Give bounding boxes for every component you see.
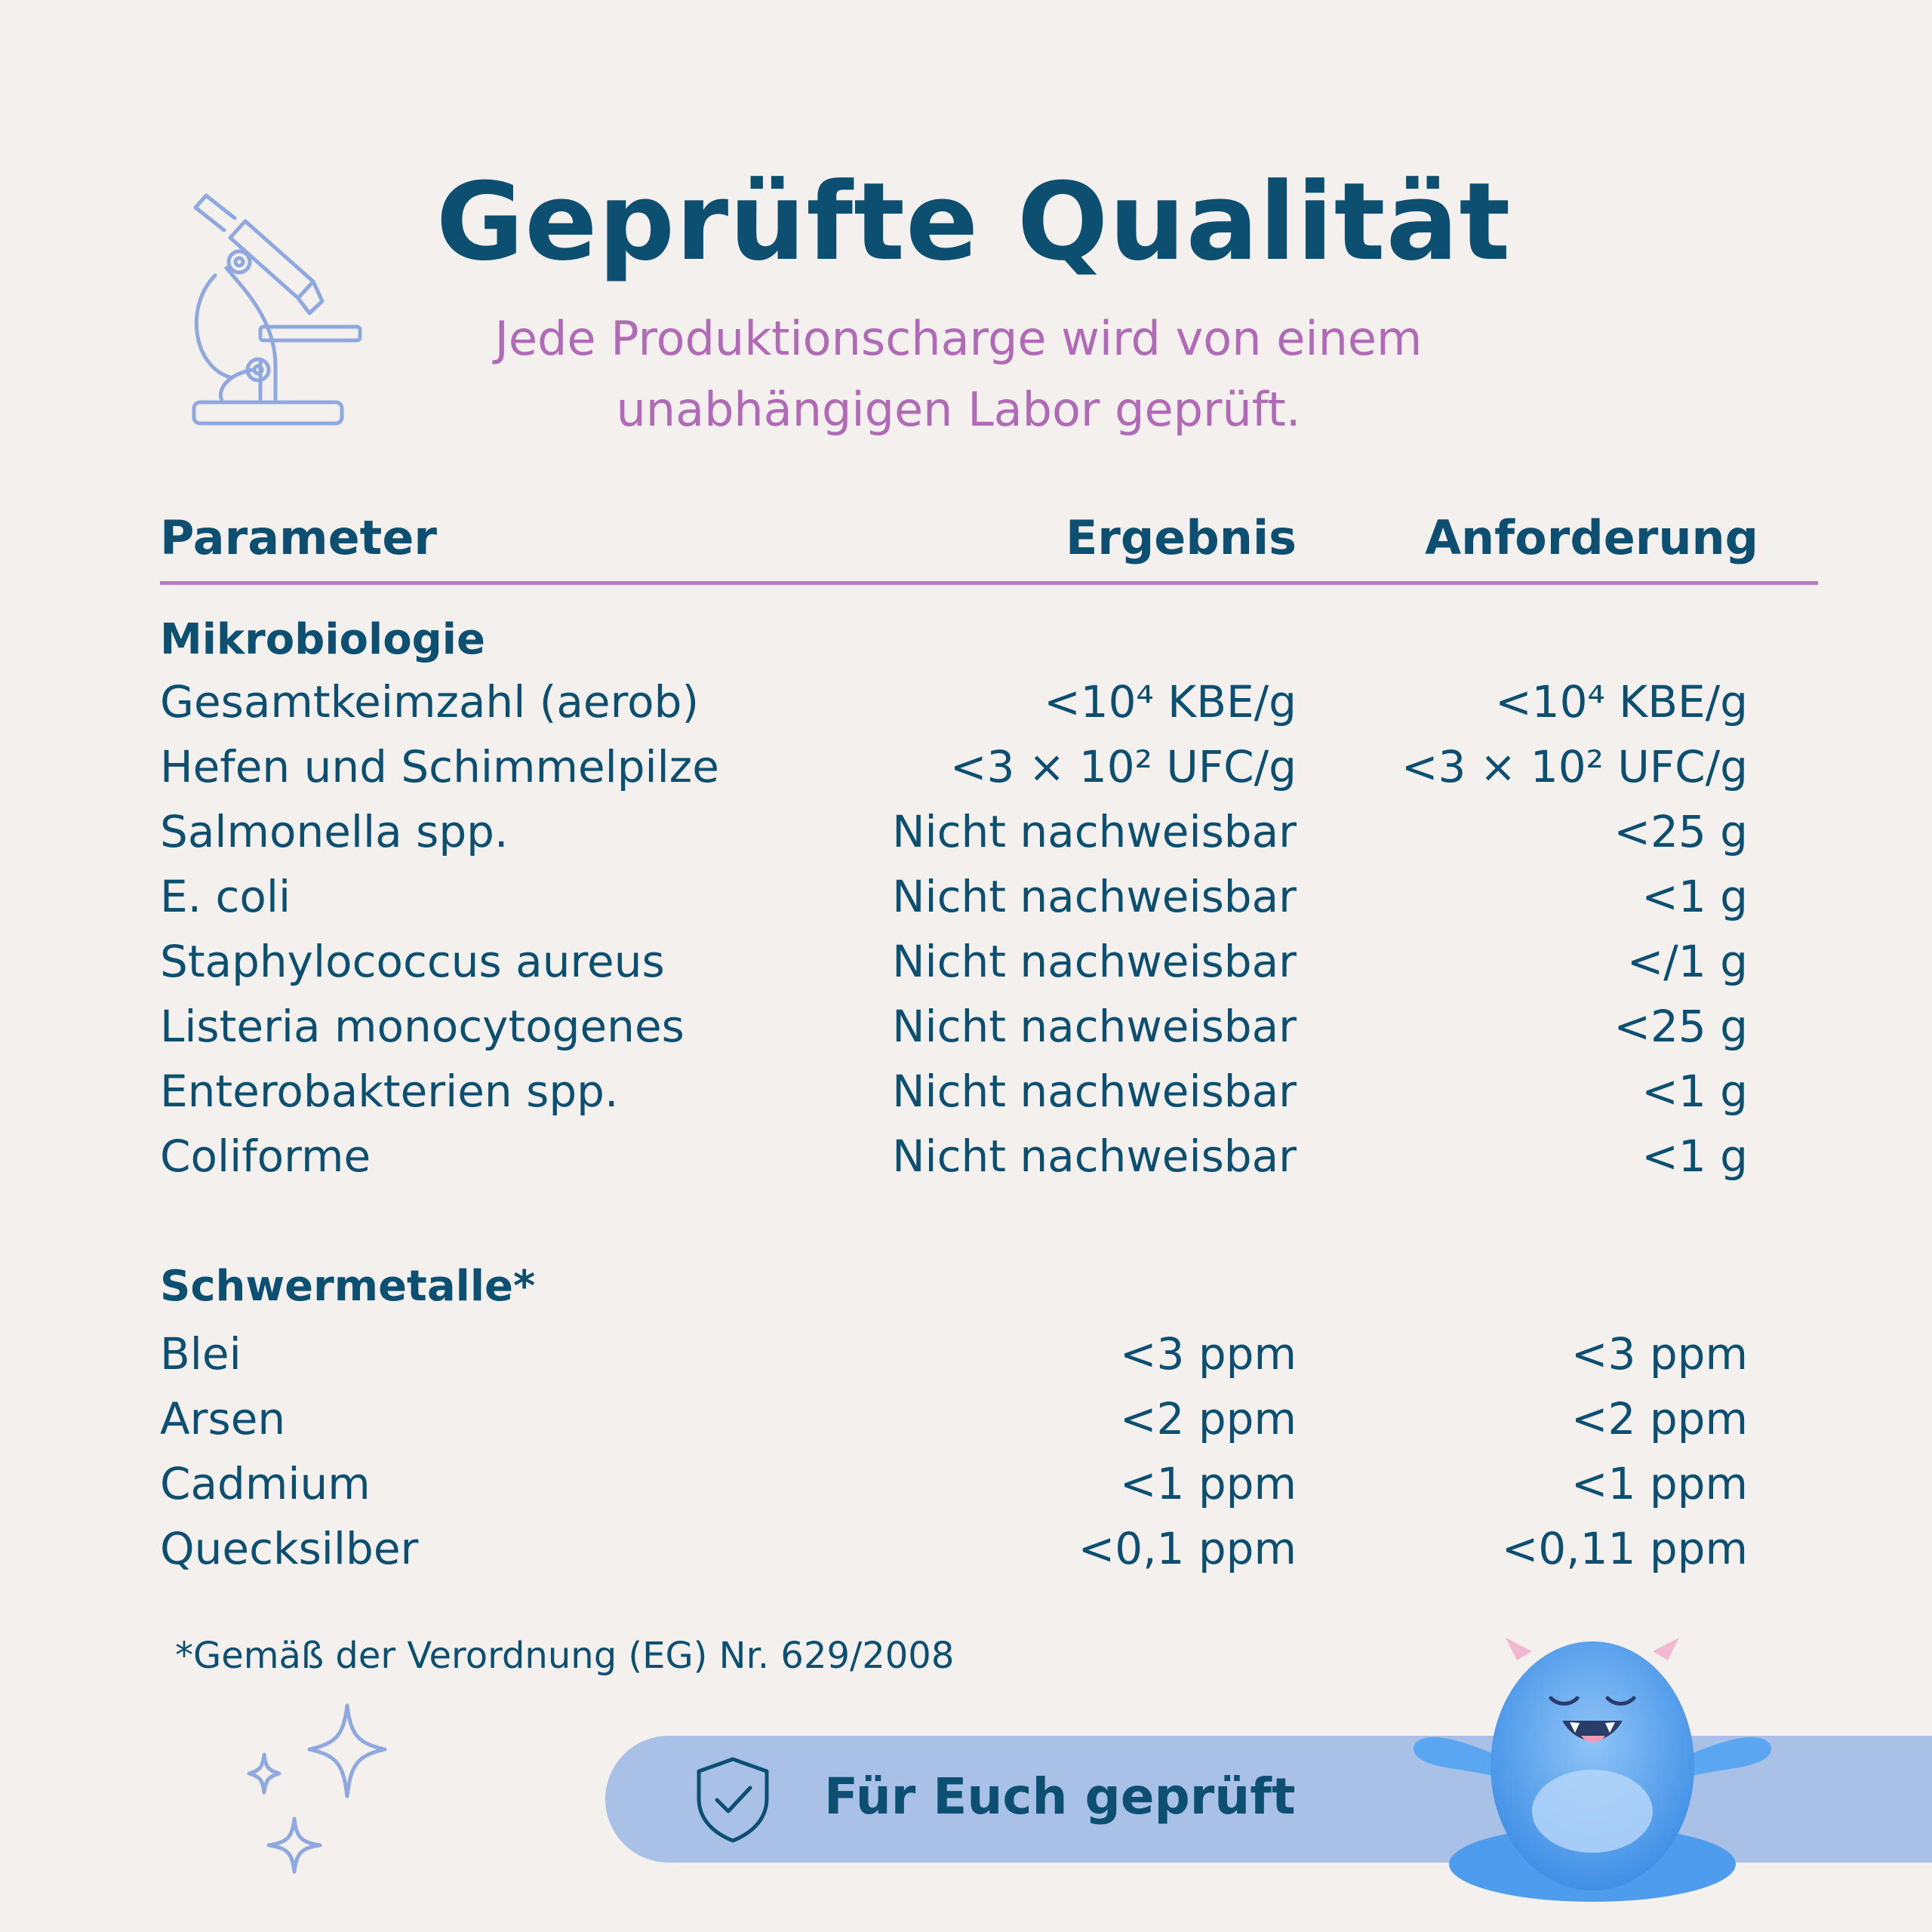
header-divider (160, 581, 1818, 585)
row-result: <0,1 ppm (1078, 1523, 1297, 1574)
table-row (0, 1328, 1932, 1393)
row-parameter: Cadmium (160, 1458, 371, 1509)
row-result: <1 ppm (1119, 1458, 1297, 1509)
row-requirement: <3 ppm (1571, 1328, 1748, 1380)
column-header-parameter: Parameter (160, 510, 437, 565)
row-result: <3 × 10² UFC/g (949, 741, 1297, 792)
table-row (0, 936, 1932, 1001)
row-result: <3 ppm (1119, 1328, 1297, 1380)
table-row (0, 1523, 1932, 1588)
row-parameter: Arsen (160, 1393, 286, 1444)
table-row (0, 1131, 1932, 1195)
row-requirement: <1 ppm (1571, 1458, 1748, 1509)
table-row (0, 1458, 1932, 1523)
subtitle-line-2: unabhängigen Labor geprüft. (616, 382, 1301, 437)
column-header-result: Ergebnis (1065, 510, 1297, 565)
row-result: Nicht nachweisbar (892, 1066, 1297, 1117)
row-requirement: <1 g (1641, 1066, 1748, 1117)
row-parameter: Blei (160, 1328, 242, 1380)
subtitle-line-1: Jede Produktionscharge wird von einem (494, 311, 1423, 366)
table-row (0, 741, 1932, 806)
row-parameter: Enterobakterien spp. (160, 1066, 619, 1117)
row-requirement: <1 g (1641, 871, 1748, 922)
table-row (0, 676, 1932, 741)
mascot-monster (1400, 1615, 1785, 1902)
table-row (0, 1066, 1932, 1131)
row-result: <2 ppm (1119, 1393, 1297, 1444)
row-parameter: Salmonella spp. (160, 806, 509, 857)
table-row (0, 806, 1932, 871)
row-parameter: Gesamtkeimzahl (aerob) (160, 676, 700, 728)
row-result: Nicht nachweisbar (892, 936, 1297, 987)
table-row (0, 871, 1932, 936)
row-parameter: Quecksilber (160, 1523, 419, 1574)
row-requirement: <2 ppm (1571, 1393, 1748, 1444)
section-title-microbiology: Mikrobiologie (160, 615, 485, 664)
row-requirement: <1 g (1641, 1131, 1748, 1182)
section-title-heavy-metals: Schwermetalle* (160, 1262, 536, 1311)
sparkle-icon (226, 1690, 400, 1902)
row-requirement: <25 g (1614, 1001, 1748, 1052)
row-parameter: Listeria monocytogenes (160, 1001, 685, 1052)
table-row (0, 1393, 1932, 1458)
row-parameter: Staphylococcus aureus (160, 936, 665, 987)
row-requirement: </1 g (1626, 936, 1748, 987)
footnote: *Gemäß der Verordnung (EG) Nr. 629/2008 (175, 1635, 955, 1677)
shield-check-icon (693, 1755, 773, 1845)
row-requirement: <25 g (1614, 806, 1748, 857)
row-result: Nicht nachweisbar (892, 1001, 1297, 1052)
table-row (0, 1001, 1932, 1066)
row-parameter: Hefen und Schimmelpilze (160, 741, 719, 792)
row-result: Nicht nachweisbar (892, 1131, 1297, 1182)
row-result: Nicht nachweisbar (892, 871, 1297, 922)
page-title: Geprüfte Qualität (435, 160, 1512, 285)
row-result: <10⁴ KBE/g (1044, 676, 1297, 728)
banner-label: Für Euch geprüft (824, 1767, 1296, 1826)
row-parameter: Coliforme (160, 1131, 371, 1182)
row-requirement: <0,11 ppm (1501, 1523, 1748, 1574)
row-requirement: <10⁴ KBE/g (1495, 676, 1748, 728)
row-result: Nicht nachweisbar (892, 806, 1297, 857)
row-requirement: <3 × 10² UFC/g (1401, 741, 1748, 792)
row-parameter: E. coli (160, 871, 291, 922)
column-header-requirement: Anforderung (1425, 510, 1758, 565)
page-subtitle (392, 303, 1524, 445)
